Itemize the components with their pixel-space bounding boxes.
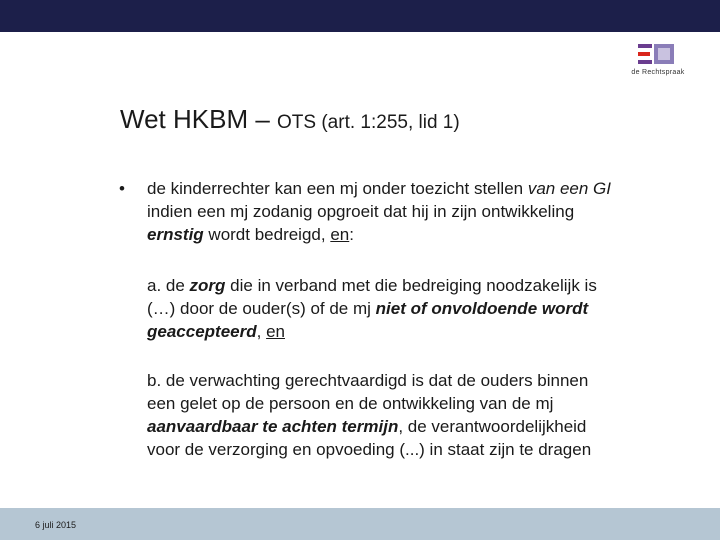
- rechtspraak-logo: [618, 42, 698, 82]
- p1-text-a: de kinderrechter kan een mj onder toezicht stellen: [147, 179, 528, 198]
- paragraph-main-bullet: [147, 177, 617, 246]
- title-main: Wet HKBM –: [120, 104, 278, 134]
- p1-text-g: :: [349, 225, 354, 244]
- paragraph-b: [147, 369, 617, 461]
- p1-text-d: ernstig: [147, 225, 204, 244]
- title-sub: OTS (art. 1:255, lid 1): [277, 112, 460, 133]
- logo-text: de Rechtspraak: [631, 69, 685, 76]
- p3-text-b: aanvaardbaar te achten termijn: [147, 417, 399, 436]
- p1-text-c: indien een mj zodanig opgroeit dat hij in zijn ontwikkeling: [147, 202, 575, 221]
- footer-date: 6 juli 2015: [35, 520, 77, 530]
- p2-text-f: en: [266, 322, 285, 341]
- paragraph-a: [147, 274, 617, 343]
- bottom-bar: [0, 508, 720, 540]
- p1-text-e: wordt bedreigd,: [203, 225, 331, 244]
- rechtspraak-logo-icon: [638, 42, 678, 68]
- bullet-icon: •: [119, 179, 125, 198]
- slide-title: [120, 104, 460, 135]
- p2-text-c: die in verband met die bedreiging noodzakelijk is (…) door de ouder(s) of de mj: [147, 276, 597, 318]
- p3-text-c: , de verantwoordelijkheid voor de verzorging en opvoeding (...) in staat zijn te dragen: [147, 417, 592, 459]
- p2-text-d: niet of onvoldoende wordt geaccepteerd: [147, 299, 589, 341]
- p1-text-f: en: [330, 225, 350, 244]
- top-bar: [0, 0, 720, 32]
- p2-text-a: a. de: [147, 276, 190, 295]
- p3-text-a: b. de verwachting gerechtvaardigd is dat de ouders binnen een gelet op de persoon en de ontwikkeling van de mj: [147, 371, 589, 413]
- p1-text-b: van een GI: [527, 179, 611, 198]
- p2-text-e: ,: [256, 322, 267, 341]
- p2-text-b: zorg: [189, 276, 226, 295]
